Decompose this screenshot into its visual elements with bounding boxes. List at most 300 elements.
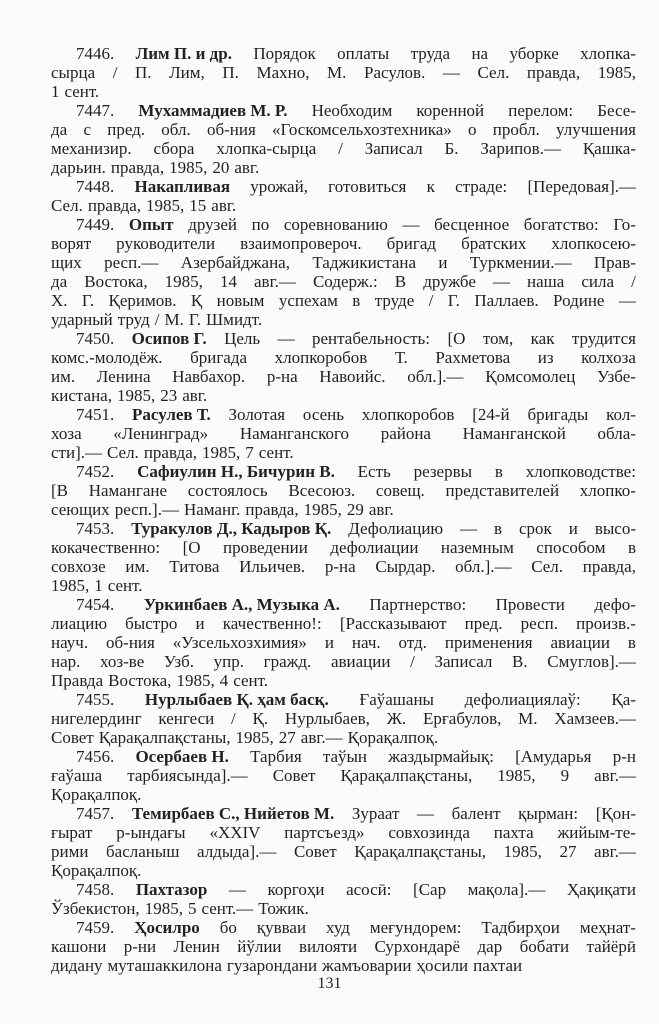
word: Зураат [351,804,400,823]
word: «XXIV [209,823,261,842]
word: бесценное [434,215,510,234]
word: срок [519,519,552,538]
word: Сурхондарё [374,937,461,956]
word: сила [581,272,615,291]
word: бо [219,918,237,937]
entry-author: Уркинбаев А., Музыка А. [143,595,340,614]
word: обла- [597,424,636,443]
word: Тадбирҳои [481,918,560,937]
word: пахтаи [473,956,523,975]
word: хоз-ве [100,652,145,671]
entry-line [51,538,636,557]
word: кашони [51,937,107,956]
word: им. [125,557,150,576]
word: обл.].— [407,367,464,386]
word: Ғаўашаны [359,690,434,709]
word: 29 [346,500,364,519]
entry-line [51,595,636,614]
word: [24-й [472,405,510,424]
word: авг.— [594,842,636,861]
word: Навоийс. [319,367,386,386]
word: Тожик. [258,899,309,918]
word: Расулов. [364,63,426,82]
word: упр. [213,652,245,671]
word: «Узсельхозхимия» [172,633,307,652]
entry-author: Нурлыбаев Қ. ҳам басқ. [144,690,329,709]
bibliography-entry [51,804,636,880]
word: 1985, [235,728,274,747]
word: 23 [160,386,178,405]
word: успехам [278,291,338,310]
word: балент [451,804,501,823]
word: Сел. [106,443,139,462]
word: да [51,272,68,291]
word: труде [374,291,415,310]
word: Сел. [477,63,510,82]
word: 1985, [597,63,636,82]
word: Порядок [253,44,316,63]
word: хлопкоробов [274,348,368,367]
word: [Сар [413,880,447,899]
word: П. [222,63,239,82]
word: сбора [153,139,195,158]
word: бригад [386,234,437,253]
word: нигелердинг [51,709,142,728]
word: готовиться [328,177,407,196]
word: качественно!: [222,614,322,633]
word: [О [182,538,201,557]
entry-line [51,44,636,63]
word: Необходим [311,101,393,120]
entry-author: Сафиулин Н., Бичурин В. [137,462,335,481]
entry-line [51,329,636,348]
word: правда, [110,158,165,177]
word: тайёрӣ [586,937,636,956]
word: соревнованию [283,215,388,234]
word: применения [444,633,533,652]
word: правда, [87,196,142,215]
word: Зарипов.— [480,139,561,158]
word: Прав- [593,253,636,272]
word: р-н [612,747,636,766]
entry-line [51,196,636,215]
word: 1985, [164,272,203,291]
word: Содерж.: [312,272,378,291]
word: нач. [351,633,381,652]
entry-line [51,82,636,101]
word: респ.].— [114,500,179,519]
word: Узбе- [597,367,636,386]
entry-number: 7449. [76,215,115,234]
word: 1985, [169,158,208,177]
word: 27 [278,728,296,747]
word: сент.— [201,899,254,918]
word: оплаты [337,44,390,63]
word: авг.— [300,728,343,747]
page-number: 131 [317,975,342,992]
entry-line [51,234,636,253]
word: М. [518,709,538,728]
bibliography-entry [51,595,636,690]
word: и [324,633,334,652]
word: ғырат [51,823,93,842]
word: 7 [245,443,254,462]
entry-line [51,101,636,120]
entry-line [51,785,636,804]
word: 1985, [144,899,183,918]
entry-line [51,367,636,386]
entry-number: 7448. [76,177,115,196]
word: Есть [357,462,391,481]
entry-author: Осипов Г. [131,329,207,348]
word: [Передовая].— [527,177,636,196]
word: наземным [440,538,514,557]
word: / [428,291,434,310]
word: Бесе- [597,101,636,120]
word: Ленина [96,367,151,386]
word: кокачественно: [51,538,161,557]
entry-line [51,823,636,842]
word: пред. [464,614,503,633]
word: р-ындағы [116,823,186,842]
entry-number: 7457. [76,804,115,823]
word: Ҳақиқати [566,880,636,899]
word: партсъезд» [284,823,365,842]
word: колхоза [581,348,636,367]
word: Нурлыбаев, [284,709,370,728]
word: Б. [444,139,459,158]
word: как [530,329,555,348]
entry-line [51,481,636,500]
word: жамъоварии [322,956,412,975]
word: района [380,424,431,443]
word: — [402,215,420,234]
word: гражд. [263,652,312,671]
word: хлопко- [579,481,636,500]
word: лиацию [51,614,108,633]
word: р-на [266,367,298,386]
word: авиации [330,652,391,671]
word: р-ни [123,937,157,956]
word: произв.- [576,614,636,633]
word: ҳосили [416,956,469,975]
word: 5 [187,899,197,918]
word: Хамзеев.— [554,709,636,728]
entry-line [51,709,636,728]
word: / [112,63,118,82]
word: мақола].— [467,880,546,899]
word: авиации [550,633,610,652]
word: меғундорем: [369,918,462,937]
word: худ [326,918,350,937]
word: страде: [455,177,508,196]
word: хлопка- [580,44,636,63]
entry-number: 7450. [76,329,115,348]
word: Наманганского [239,424,350,443]
entry-line [51,918,636,937]
entry-number: 7451. [76,405,115,424]
word: Совет [293,842,337,861]
entry-line [51,443,636,462]
word: 1985, [303,500,342,519]
word: сент. [64,82,100,101]
word: Востока, [84,272,148,291]
entry-number: 7455. [76,690,115,709]
entry-author: Расулев Т. [132,405,211,424]
word: обл.].— [455,557,512,576]
word: 1985, [116,386,156,405]
word: Қорақалпоқ. [51,861,142,880]
bibliography-entry [51,177,636,215]
word: том, [482,329,514,348]
bibliography-entry [51,918,636,975]
word: об-ния [106,633,155,652]
word: Записал [364,139,423,158]
entry-line [51,348,636,367]
word: кенгеси [158,709,215,728]
word: муташаккилона [107,956,222,975]
word: Қарақалпақстаны, [354,842,487,861]
word: [В [51,481,68,500]
word: хоза [51,424,82,443]
word: 20 [212,158,230,177]
word: — [277,329,295,348]
word: басланыш [106,842,180,861]
bibliography-entry [51,215,636,329]
word: Ильичев. [239,557,306,576]
word: Партнерство: [369,595,467,614]
entry-line [51,766,636,785]
word: алдыда].— [197,842,277,861]
word: совещ. [375,481,425,500]
word: В [394,272,407,291]
word: Цель [224,329,261,348]
word: дружбе [423,272,476,291]
bibliography-page [51,44,636,975]
word: Қомсомолец [485,367,576,386]
word: 1985, [503,842,542,861]
word: в [627,633,636,652]
entry-number: 7456. [76,747,115,766]
word: Всесоюз. [288,481,356,500]
word: 1985, [202,443,241,462]
word: М. [327,63,347,82]
entry-line [51,728,636,747]
word: братских [461,234,527,253]
entry-line [51,614,636,633]
word: 14 [219,272,237,291]
entry-number: 7447. [76,101,115,120]
word: Записал [434,652,493,671]
word: — [417,804,435,823]
word: П. [135,63,152,82]
word: дефолиациялаў: [464,690,581,709]
word: гузарондани [226,956,318,975]
word: авг.— [254,272,296,291]
word: на [471,44,489,63]
entry-line [51,139,636,158]
word: Титова [169,557,220,576]
entry-line [51,690,636,709]
word: Қашка- [582,139,636,158]
word: хлопкоробов [361,405,455,424]
word: кол- [606,405,636,424]
entry-author: Ҳосилро [134,918,200,937]
word: пред. [107,120,146,139]
word: быстро [125,614,178,633]
word: [Рассказывают [339,614,447,633]
entry-line [51,462,636,481]
word: сырца [51,63,96,82]
word: / [410,652,415,671]
entry-line [51,158,636,177]
bibliography-entry [51,747,636,804]
word: йўлии [237,937,282,956]
word: сти].— [51,443,102,462]
word: «Ленинград» [113,424,209,443]
word: Совет [272,766,316,785]
word: Наманг. [183,500,241,519]
word: Қорақалпоқ. [347,728,439,747]
word: дарьин. [51,158,106,177]
word: рентабельность: [312,329,431,348]
entry-line [51,177,636,196]
word: тарбиясында].— [127,766,248,785]
word: Азербайджана, [180,253,290,272]
word: Правда [51,671,104,690]
word: в [352,291,361,310]
bibliography-entry [51,405,636,462]
entry-author: Мухаммадиев М. Р. [138,101,288,120]
bibliography-entry [51,44,636,101]
word: Сырдар. [375,557,436,576]
word: — [460,519,478,538]
entry-line [51,671,636,690]
word: по [251,215,270,234]
word: правда, [143,443,198,462]
word: Провести [495,595,565,614]
word: осень [302,405,344,424]
entry-author: Опыт [128,215,174,234]
word: проведении [223,538,308,557]
word: асосӣ: [346,880,392,899]
word: Золотая [228,405,286,424]
entry-line [51,253,636,272]
word: / [631,272,636,291]
word: взаимопровероч. [240,234,362,253]
bibliography-entry [51,329,636,405]
entry-number: 7459. [76,918,115,937]
entry-author: Лим П. и др. [135,44,232,63]
word: трудится [571,329,636,348]
word: Қарақалпақстаны, [98,728,231,747]
bibliography-entry [51,690,636,747]
word: новым [216,291,265,310]
word: Узб. [163,652,195,671]
word: сент. [258,443,294,462]
entry-line [51,633,636,652]
word: 1985, [146,196,185,215]
word: труда [410,44,451,63]
word: дефолиации [330,538,419,557]
entry-line [51,899,636,918]
word: М. [164,310,184,329]
word: Қа- [611,690,636,709]
word: обл. [161,120,191,139]
word: Го- [613,215,636,234]
entry-line [51,937,636,956]
word: способом [536,538,606,557]
word: совхозинда [388,823,470,842]
entry-line [51,500,636,519]
word: 15 [189,196,207,215]
word: сент. [107,576,143,595]
word: р-на [324,557,356,576]
word: Лим, [169,63,205,82]
entry-number: 7458. [76,880,115,899]
word: дар [477,937,503,956]
word: — [618,291,636,310]
entry-line [51,557,636,576]
word: Қарақалпақстаны, [340,766,473,785]
word: 1 [94,576,103,595]
word: Ленин [173,937,220,956]
word: Таджикистана [312,253,417,272]
word: Дефолиацию [348,519,444,538]
word: Сел. [531,557,564,576]
bibliography-entry [51,519,636,595]
entry-line [51,804,636,823]
word: В. [512,652,528,671]
word: [Қон- [595,804,636,823]
word: Ерғабулов, [422,709,502,728]
word: щих [51,253,82,272]
word: Тарбия [250,747,302,766]
word: и [568,519,578,538]
word: Т. [394,348,408,367]
entry-line [51,386,636,405]
entry-line [51,652,636,671]
word: 1985, [176,671,215,690]
word: Қ [190,291,203,310]
word: наша [527,272,565,291]
entry-line [51,861,636,880]
word: Қеримов. [108,291,177,310]
word: респ. [520,614,558,633]
word: Сел. [51,196,83,215]
word: меҳнат- [579,918,636,937]
word: правда, [582,557,636,576]
entry-line [51,310,636,329]
entry-line [51,63,636,82]
word: им. [51,367,76,386]
entry-author: Осербаев Н. [135,747,229,766]
entry-line [51,747,636,766]
word: и [195,614,205,633]
word: в [494,462,503,481]
word: о [468,120,477,139]
word: қувваи [256,918,307,937]
word: Шмидт. [206,310,263,329]
word: Паллаев. [474,291,539,310]
word: пахта [493,823,534,842]
entry-number: 7452. [76,462,115,481]
word: — [228,880,246,899]
word: респ.— [104,253,159,272]
word: авг.— [594,766,636,785]
word: Х. [51,291,68,310]
word: нар. [51,652,81,671]
